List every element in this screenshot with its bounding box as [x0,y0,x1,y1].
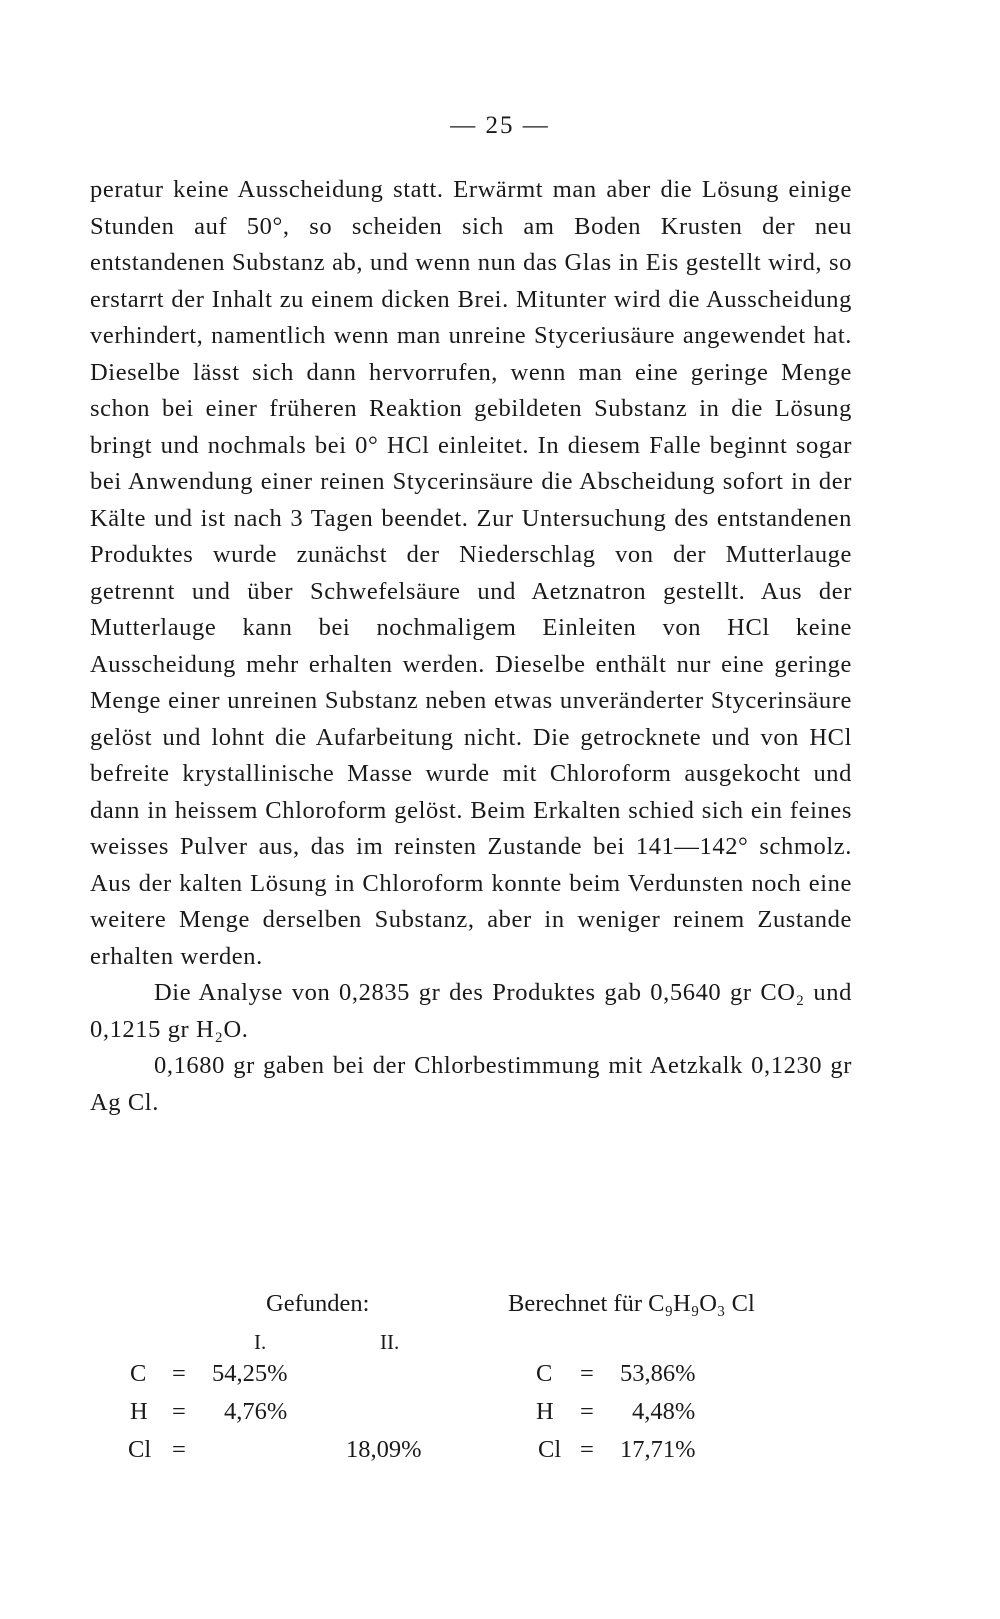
paragraph-chlorine: 0,1680 gr gaben bei der Chlorbestimmung mit Aetzkalk 0,1230 gr Ag Cl. [90,1052,852,1116]
body-text [90,172,852,1121]
calculated-heading: Berechnet für C₉H₉O₃ Cl [508,1290,755,1317]
equals-sign: = [172,1398,186,1425]
found-value-i: 54,25% [212,1360,288,1387]
calc-value: 4,48% [632,1398,696,1425]
column-label-i: I. [254,1330,267,1354]
calc-element-symbol: H [536,1398,554,1425]
result-row-h [90,1398,860,1434]
found-heading: Gefunden: [266,1290,370,1317]
calc-element-symbol: Cl [538,1436,562,1463]
column-label-ii: II. [380,1330,400,1354]
page-number: — 25 — [450,112,550,139]
paragraph-main: peratur keine Ausscheidung statt. Erwärmt man aber die Lösung einige Stunden auf 50°, so scheiden sich am Boden Krusten der neu entstandenen Substanz ab, und wenn nun das Glas in Eis gestellt wird, so erstarrt der Inhalt zu einem dicken Brei. Mitunter wird die Ausscheidung verhindert, namentlich wenn man unreine Styceriusäure angewendet hat. Dieselbe lässt sich dann hervorrufen, wenn man eine geringe Menge schon bei einer früheren Reaktion gebildeten Substanz in die Lösung bringt und nochmals bei 0° HCl einleitet. In diesem Falle beginnt sogar bei Anwendung einer reinen Stycerinsäure die Abscheidung sofort in der Kälte und ist nach 3 Tagen beendet. Zur Untersuchung des entstandenen Produktes wurde zunächst der Niederschlag von der Mutterlauge getrennt und über Schwefelsäure und Aetznatron gestellt. Aus der Mutterlauge kann bei nochmaligem Einleiten von HCl keine Ausscheidung mehr erhalten werden. Dieselbe enthält nur eine geringe Menge einer unreinen Substanz neben etwas unveränderter Stycerinsäure gelöst und lohnt die Aufarbeitung nicht. Die getrocknete und von HCl befreite krystallinische Masse wurde mit Chloroform ausgekocht und dann in heissem Chloroform gelöst. Beim Erkalten schied sich ein feines weisses Pulver aus, das im reinsten Zustande bei 141—142° schmolz. Aus der kalten Lösung in Chloroform konnte beim Verdunsten noch eine weitere Menge derselben Substanz, aber in weniger reinem Zustande erhalten werden. [90,176,852,970]
element-symbol: Cl [128,1436,152,1463]
calc-value: 17,71% [620,1436,696,1463]
calc-equals-sign: = [580,1398,594,1425]
found-value-i: 4,76% [224,1398,288,1425]
calc-equals-sign: = [580,1436,594,1463]
element-symbol: H [130,1398,148,1425]
calc-element-symbol: C [536,1360,553,1387]
calc-equals-sign: = [580,1360,594,1387]
calc-value: 53,86% [620,1360,696,1387]
result-row-c [90,1360,860,1396]
equals-sign: = [172,1436,186,1463]
equals-sign: = [172,1360,186,1387]
found-value-ii: 18,09% [346,1436,422,1463]
result-row-cl [90,1436,860,1472]
paragraph-analysis: Die Analyse von 0,2835 gr des Produktes gab 0,5640 gr CO₂ und 0,1215 gr H₂O. [90,979,852,1043]
element-symbol: C [130,1360,147,1387]
